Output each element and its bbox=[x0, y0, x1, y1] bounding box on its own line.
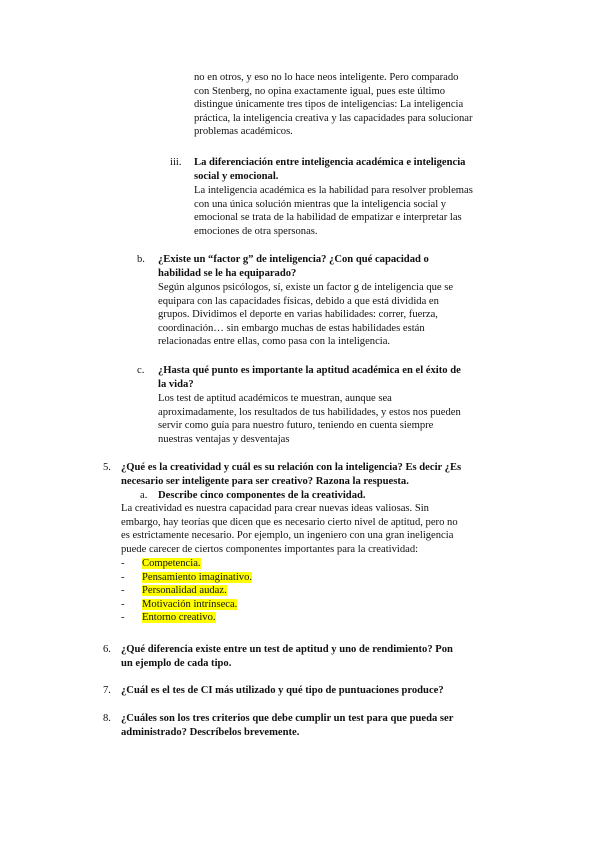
component-text: Competencia. bbox=[142, 558, 201, 569]
question-line: ¿Cuáles son los tres criterios que debe cumplir un test para que pueda ser bbox=[121, 713, 454, 724]
question-line: ¿Qué es la creatividad y cuál es su relación con la inteligencia? Es decir ¿Es bbox=[121, 462, 462, 473]
question-line: la vida? bbox=[158, 378, 194, 390]
q8-question bbox=[121, 712, 531, 739]
text-line: con una única solución mientras que la inteligencia social y bbox=[194, 198, 447, 210]
bullet-dash: - bbox=[121, 612, 125, 624]
item-b-question bbox=[158, 253, 528, 280]
bullet-dash: - bbox=[121, 585, 125, 597]
q7-question bbox=[121, 684, 531, 698]
question-line: necesario ser inteligente para ser creativo? Razona la respuesta. bbox=[121, 475, 409, 487]
question-line: un ejemplo de cada tipo. bbox=[121, 657, 232, 669]
q7-number: 7. bbox=[103, 685, 111, 696]
item-b-marker: b. bbox=[137, 254, 145, 265]
q5a-question: Describe cinco componentes de la creatividad. bbox=[158, 490, 366, 501]
text-line: La inteligencia académica es la habilidad para resolver problemas bbox=[194, 185, 473, 196]
item-c-marker: c. bbox=[137, 365, 145, 376]
continuation-paragraph bbox=[194, 71, 524, 139]
text-line: nuestras ventajas y desventajas bbox=[158, 433, 290, 445]
text-line: puede carecer de ciertos componentes importantes para la creatividad: bbox=[121, 543, 419, 555]
q6-number: 6. bbox=[103, 644, 111, 655]
question-line: administrado? Descríbelos brevemente. bbox=[121, 726, 300, 738]
text-line: no en otros, y eso no lo hace neos inteligente. Pero comparado bbox=[194, 72, 459, 83]
text-line: Según algunos psicólogos, sí, existe un factor g de inteligencia que se bbox=[158, 282, 454, 293]
item-iii-question bbox=[194, 156, 524, 183]
question-line: ¿Qué diferencia existe entre un test de aptitud y uno de rendimiento? Pon bbox=[121, 644, 453, 655]
question-line: habilidad se le ha equiparado? bbox=[158, 267, 297, 279]
text-line: embargo, hay teorías que dicen que es necesario cierto nivel de aptitud, pero no bbox=[121, 516, 458, 528]
creativity-components-list bbox=[121, 557, 421, 625]
item-iii-answer bbox=[194, 184, 524, 238]
q5-number: 5. bbox=[103, 462, 111, 473]
text-line: emociones de otra spersonas. bbox=[194, 225, 318, 237]
list-item bbox=[121, 611, 421, 625]
q5-question bbox=[121, 461, 531, 488]
question-line: ¿Hasta qué punto es importante la aptitud académica en el éxito de bbox=[158, 365, 461, 376]
list-item bbox=[121, 571, 421, 585]
text-line: La creatividad es nuestra capacidad para crear nuevas ideas valiosas. Sin bbox=[121, 503, 429, 514]
text-line: con Stenberg, no opina exactamente igual, pues este último bbox=[194, 85, 446, 97]
bullet-dash: - bbox=[121, 558, 125, 569]
q8-number: 8. bbox=[103, 713, 111, 724]
q5a-marker: a. bbox=[140, 490, 148, 501]
q5-answer bbox=[121, 502, 531, 556]
bullet-dash: - bbox=[121, 571, 125, 583]
item-c-question bbox=[158, 364, 528, 391]
question-line: ¿Existe un “factor g” de inteligencia? ¿Con qué capacidad o bbox=[158, 254, 429, 265]
text-line: práctica, la inteligencia creativa y las capacidades para solucionar bbox=[194, 112, 473, 124]
q6-question bbox=[121, 643, 531, 670]
bullet-dash: - bbox=[121, 598, 125, 610]
text-line: distingue únicamente tres tipos de inteligencias: La inteligencia bbox=[194, 99, 464, 111]
list-item bbox=[121, 598, 421, 612]
text-line: servir como guía para nuestro futuro, teniendo en cuenta siempre bbox=[158, 420, 434, 432]
question-line: social y emocional. bbox=[194, 170, 279, 182]
question-line: ¿Cuál es el tes de CI más utilizado y qué tipo de puntuaciones produce? bbox=[121, 685, 444, 696]
text-line: relacionadas entre ellas, como pasa con la inteligencia. bbox=[158, 336, 391, 348]
text-line: grupos. Dividimos el deporte en varias habilidades: correr, fuerza, bbox=[158, 309, 438, 321]
component-text: Entorno creativo. bbox=[142, 612, 216, 624]
list-item bbox=[121, 584, 421, 598]
list-item bbox=[121, 557, 421, 571]
text-line: equipara con las capacidades físicas, debido a que está dividida en bbox=[158, 295, 439, 307]
question-line: La diferenciación entre inteligencia académica e inteligencia bbox=[194, 157, 466, 168]
component-text: Pensamiento imaginativo. bbox=[142, 571, 253, 583]
component-text: Personalidad audaz. bbox=[142, 585, 227, 597]
text-line: emocional se trata de la habilidad de empatizar e interpretar las bbox=[194, 212, 462, 224]
text-line: coordinación… sin embargo muchas de estas habilidades están bbox=[158, 322, 425, 334]
text-line: es estrictamente necesario. Por ejemplo, un ingeniero con una gran ineligencia bbox=[121, 530, 454, 542]
text-line: aproximadamente, los resultados de tus habilidades, y estos nos pueden bbox=[158, 406, 461, 418]
item-b-answer bbox=[158, 281, 528, 349]
text-line: problemas académicos. bbox=[194, 126, 293, 138]
item-iii-marker: iii. bbox=[170, 157, 182, 168]
item-c-answer bbox=[158, 392, 528, 446]
component-text: Motivación intrínseca. bbox=[142, 598, 238, 610]
text-line: Los test de aptitud académicos te muestran, aunque sea bbox=[158, 393, 392, 404]
